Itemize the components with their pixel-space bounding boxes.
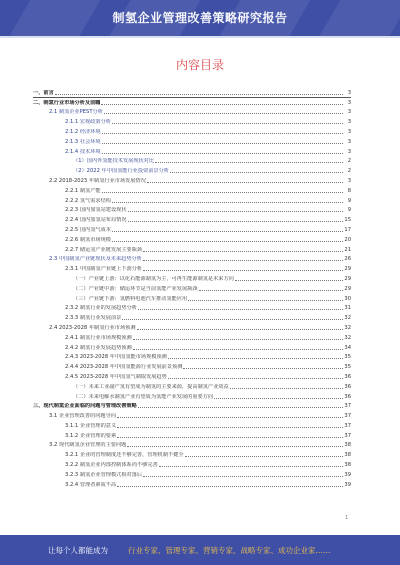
toc-entry-page: 39 xyxy=(344,471,351,478)
toc-entry[interactable] xyxy=(33,253,351,263)
toc-dot-leader xyxy=(122,319,343,320)
toc-entry-page: 21 xyxy=(344,246,351,253)
toc-dot-leader xyxy=(102,192,343,193)
toc-entry-title: 2.2.4 国内加氢站布局情况 xyxy=(65,217,127,224)
toc-entry-page: 38 xyxy=(344,462,351,469)
toc-entry-page: 29 xyxy=(344,266,351,273)
toc-dot-leader xyxy=(102,133,343,134)
toc-entry-title: 3.1.1 企业管理的意义 xyxy=(65,422,117,429)
toc-dot-leader xyxy=(143,260,343,261)
toc-entry-title: 2.1.4 技术环境 xyxy=(65,148,101,155)
toc-entry[interactable] xyxy=(33,204,351,214)
toc-entry-title: 3.2 现代制氢企业管理的主要问题 xyxy=(49,442,127,449)
toc-entry-title: 2.2 2018-2023 年制氢行业市场发展情况 xyxy=(49,177,146,184)
toc-entry-title: 2.1.2 经济环境 xyxy=(65,128,101,135)
toc-entry[interactable] xyxy=(33,164,351,174)
toc-entry-title: 2.3.1 中国制氢产业链上下游分析 xyxy=(65,266,143,273)
toc-entry-page: 2 xyxy=(347,158,351,165)
toc-entry-page: 35 xyxy=(344,364,351,371)
toc-entry[interactable] xyxy=(33,155,351,165)
toc-entry-page: 34 xyxy=(344,344,351,351)
toc-entry-title: 2.1.1 宏观政策分析 xyxy=(65,119,111,126)
toc-entry-title: （1）国内外氢能技术发展现状对比 xyxy=(73,158,155,165)
toc-entry-page: 9 xyxy=(347,207,351,214)
toc-entry-title: 2.1.3 社会环境 xyxy=(65,138,101,145)
table-of-contents xyxy=(33,86,351,488)
toc-dot-leader xyxy=(112,202,343,203)
toc-dot-leader xyxy=(143,251,343,252)
toc-entry[interactable] xyxy=(33,380,351,390)
toc-entry-page: 38 xyxy=(344,452,351,459)
toc-dot-leader xyxy=(138,309,343,310)
toc-entry-page: 3 xyxy=(347,128,351,135)
toc-entry-title: 3.2.3 制氢企业管理模式相对落后 xyxy=(65,471,143,478)
toc-entry-title: 2.2.6 制氢市场规模 xyxy=(65,236,111,243)
toc-dot-leader xyxy=(128,221,343,222)
toc-entry[interactable] xyxy=(33,282,351,292)
toc-entry[interactable] xyxy=(33,106,351,116)
toc-dot-leader xyxy=(128,211,343,212)
toc-dot-leader xyxy=(143,270,343,271)
toc-dot-leader xyxy=(112,241,343,242)
toc-dot-leader xyxy=(112,123,343,124)
toc-dot-leader xyxy=(137,329,343,330)
toc-entry-title: 2.3 中国制氢产业链现状及未来趋势分析 xyxy=(49,256,142,263)
toc-entry-title: 2.4.1 制氢行业市场规模预测 xyxy=(65,334,132,341)
toc-entry-title: （2）2022 年中国氢能行业投资前景分析 xyxy=(73,168,169,175)
toc-entry-title: 2.2.7 储运氢产业链发展主要瓶颈 xyxy=(65,246,143,253)
toc-entry-title: 3.1.2 企业管理的要素 xyxy=(65,432,117,439)
toc-entry-title: （三）产业链下游：氢燃料电池汽车推动氢能应用 xyxy=(73,295,188,302)
toc-entry[interactable] xyxy=(33,448,351,458)
toc-entry-page: 37 xyxy=(344,403,351,410)
toc-entry[interactable] xyxy=(33,262,351,272)
toc-entry[interactable] xyxy=(33,302,351,312)
toc-dot-leader xyxy=(185,456,343,457)
toc-entry-page: 26 xyxy=(344,256,351,263)
page-number: 1 xyxy=(345,515,349,521)
toc-dot-leader xyxy=(133,339,343,340)
toc-entry[interactable] xyxy=(33,351,351,361)
toc-entry[interactable] xyxy=(33,400,351,410)
toc-entry[interactable] xyxy=(33,243,351,253)
report-title: 制氢企业管理改善策略研究报告 xyxy=(112,11,288,25)
toc-dot-leader xyxy=(147,182,343,183)
toc-entry[interactable] xyxy=(33,115,351,125)
toc-entry-title: 3.1 企业管理改善的问题导向 xyxy=(49,413,116,420)
toc-entry[interactable] xyxy=(33,370,351,380)
toc-entry[interactable] xyxy=(33,390,351,400)
toc-entry[interactable] xyxy=(33,360,351,370)
toc-entry[interactable] xyxy=(33,213,351,223)
toc-entry-page: 38 xyxy=(344,442,351,449)
toc-dot-leader xyxy=(117,427,343,428)
toc-entry-page: 3 xyxy=(347,109,351,116)
header-banner xyxy=(0,0,400,36)
toc-dot-leader xyxy=(188,300,343,301)
toc-entry-title: （一）未来工业副产氢有望成为制氢的主要来源，提高制氢产业效益 xyxy=(73,383,229,390)
footer-slogan-right: 行业专家、管理专家、营销专家、战略专家、成功企业家…… xyxy=(128,546,331,555)
toc-entry[interactable] xyxy=(33,468,351,478)
toc-entry[interactable] xyxy=(33,321,351,331)
toc-entry-title: 一、前言 xyxy=(33,89,54,96)
toc-entry[interactable] xyxy=(33,174,351,184)
toc-entry-title: （二）未来电解水制氢产业有望成为氢能产业发展的重要方向 xyxy=(73,393,214,400)
toc-dot-leader xyxy=(155,162,343,163)
toc-dot-leader xyxy=(214,398,343,399)
toc-dot-leader xyxy=(127,446,343,447)
toc-entry-page: 30 xyxy=(344,295,351,302)
toc-entry-page: 29 xyxy=(344,285,351,292)
toc-dot-leader xyxy=(138,407,343,408)
toc-entry[interactable] xyxy=(33,194,351,204)
toc-entry-page: 2 xyxy=(347,168,351,175)
toc-entry[interactable] xyxy=(33,233,351,243)
toc-entry[interactable] xyxy=(33,439,351,449)
toc-entry[interactable] xyxy=(33,145,351,155)
toc-entry-page: 36 xyxy=(344,393,351,400)
toc-entry-page: 35 xyxy=(344,354,351,361)
toc-entry[interactable] xyxy=(33,458,351,468)
toc-entry-title: 2.4.3 2023-2028 年中国氢能市场规模预测 xyxy=(65,354,167,361)
toc-entry[interactable] xyxy=(33,184,351,194)
toc-dot-leader xyxy=(168,378,343,379)
toc-entry[interactable] xyxy=(33,96,351,106)
toc-dot-leader xyxy=(143,476,343,477)
toc-entry-page: 15 xyxy=(344,217,351,224)
toc-entry[interactable] xyxy=(33,419,351,429)
toc-entry[interactable] xyxy=(33,311,351,321)
toc-entry-page: 36 xyxy=(344,373,351,380)
toc-entry-page: 9 xyxy=(347,197,351,204)
toc-entry-title: 3.2.4 管理者素质不高 xyxy=(65,481,117,488)
toc-entry-title: 2.1 制氢企业PEST分析 xyxy=(49,109,103,116)
toc-entry[interactable] xyxy=(33,292,351,302)
toc-entry-page: 37 xyxy=(344,432,351,439)
toc-entry-page: 3 xyxy=(347,177,351,184)
toc-dot-leader xyxy=(199,290,343,291)
toc-entry-title: （一）产业链上游：以化石能源制氢为主，可再生能源制氢是未来方向 xyxy=(73,275,234,282)
toc-entry-title: 2.2.5 国内氢气成本 xyxy=(65,226,111,233)
toc-entry-title: 3.2.1 企业的管理制度还不够完善，管理机制不健全 xyxy=(65,452,184,459)
toc-entry-page: 20 xyxy=(344,236,351,243)
toc-entry-page: 37 xyxy=(344,422,351,429)
toc-entry[interactable] xyxy=(33,478,351,488)
footer-slogan-left: 让每个人都能成为 xyxy=(48,546,108,555)
toc-dot-leader xyxy=(102,143,343,144)
toc-dot-leader xyxy=(102,153,343,154)
footer-banner xyxy=(0,535,400,565)
toc-entry-page: 17 xyxy=(344,226,351,233)
toc-dot-leader xyxy=(230,388,343,389)
toc-dot-leader xyxy=(235,280,343,281)
toc-entry-page: 3 xyxy=(347,99,351,106)
toc-entry-page: 39 xyxy=(344,481,351,488)
toc-entry-title: 2.4.5 2023-2028 年中国氢气制取发展趋势 xyxy=(65,373,167,380)
toc-dot-leader xyxy=(159,466,343,467)
toc-dot-leader xyxy=(170,172,343,173)
toc-dot-leader xyxy=(168,358,343,359)
toc-dot-leader xyxy=(117,417,343,418)
toc-entry[interactable] xyxy=(33,272,351,282)
toc-dot-leader xyxy=(55,94,343,95)
toc-entry-page: 32 xyxy=(344,315,351,322)
toc-dot-leader xyxy=(183,368,343,369)
toc-entry-title: （二）产业链中游：储运环节是当前氢能产业发展瓶颈 xyxy=(73,285,198,292)
toc-dot-leader xyxy=(104,113,343,114)
toc-entry[interactable] xyxy=(33,135,351,145)
toc-entry-title: 2.2.3 国内加氢站建设现状 xyxy=(65,207,127,214)
header-divider xyxy=(0,36,400,38)
toc-entry-page: 3 xyxy=(347,138,351,145)
toc-entry-title: 2.4 2023-2028 年制氢行业市场预测 xyxy=(49,324,136,331)
toc-entry-title: 2.3.3 制氢行业发展前景 xyxy=(65,315,122,322)
toc-entry[interactable] xyxy=(33,429,351,439)
toc-entry-title: 二、制氢行业市场分析及前瞻 xyxy=(33,99,101,106)
toc-entry-title: 三、现代制氢企业面临的问题与管理改善策略 xyxy=(33,403,137,410)
toc-entry-page: 31 xyxy=(344,305,351,312)
toc-heading: 内容目录 xyxy=(175,58,224,72)
toc-entry-title: 2.2.2 氢气需求结构 xyxy=(65,197,111,204)
toc-entry[interactable] xyxy=(33,223,351,233)
toc-entry-page: 32 xyxy=(344,324,351,331)
toc-entry-page: 29 xyxy=(344,275,351,282)
toc-entry[interactable] xyxy=(33,331,351,341)
toc-entry-page: 36 xyxy=(344,383,351,390)
toc-dot-leader xyxy=(101,104,343,105)
toc-entry[interactable] xyxy=(33,341,351,351)
toc-entry-page: 37 xyxy=(344,413,351,420)
toc-dot-leader xyxy=(133,349,343,350)
toc-entry-page: 3 xyxy=(347,119,351,126)
toc-entry-page: 3 xyxy=(347,148,351,155)
toc-entry[interactable] xyxy=(33,125,351,135)
toc-entry-page: 3 xyxy=(347,89,351,96)
toc-entry-title: 3.2.2 制氢企业内部控制体系尚不够完善 xyxy=(65,462,158,469)
toc-entry[interactable] xyxy=(33,409,351,419)
toc-entry-title: 2.4.2 制氢行业发展趋势预测 xyxy=(65,344,132,351)
toc-entry-page: 32 xyxy=(344,334,351,341)
toc-entry[interactable] xyxy=(33,86,351,96)
toc-entry-title: 2.3.2 制氢行业的发展趋势分析 xyxy=(65,305,137,312)
toc-entry-title: 2.4.4 2023-2028 年中国氢能源行业发展前景预测 xyxy=(65,364,183,371)
toc-dot-leader xyxy=(117,437,343,438)
toc-entry-page: 8 xyxy=(347,187,351,194)
toc-entry-title: 2.2.1 制氢产能 xyxy=(65,187,101,194)
toc-dot-leader xyxy=(112,231,343,232)
toc-dot-leader xyxy=(117,486,343,487)
